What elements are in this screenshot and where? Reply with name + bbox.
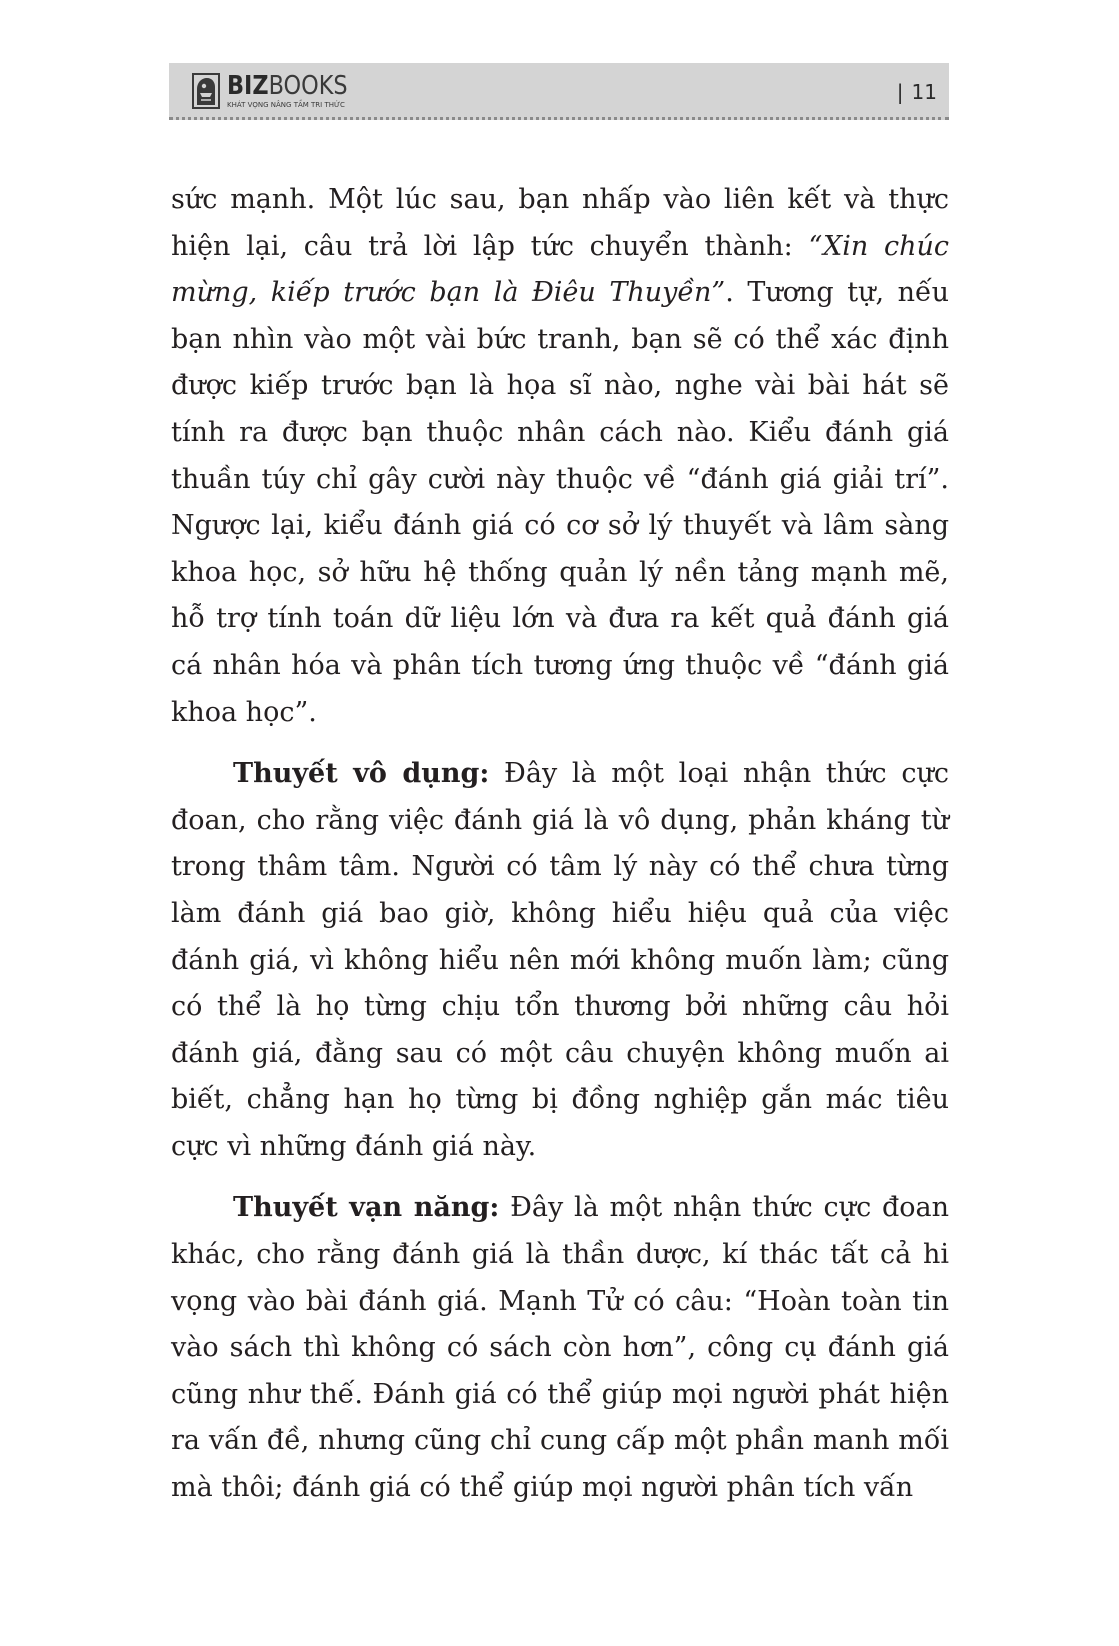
paragraph-text: . Tương tự, nếu bạn nhìn vào một vài bức tranh, bạn sẽ có thể xác định được kiếp trước bạn là họa sĩ nào, nghe vài bài hát sẽ tính ra được bạn thuộc nhân cách nào. Kiểu đánh giá thuần túy chỉ gây cười này thuộc về “đánh giá giải trí”. Ngược lại, kiểu đánh giá có cơ sở lý thuyết và lâm sàng khoa học, sở hữu hệ thống quản lý nền tảng mạnh mẽ, hỗ trợ tính toán dữ liệu lớn và đưa ra kết quả đánh giá cá nhân hóa và phân tích tương ứng thuộc về “đánh giá khoa học”. (171, 277, 949, 728)
page-header (169, 63, 949, 120)
term-heading: Thuyết vô dụng: (233, 758, 490, 790)
publisher-logo (191, 71, 367, 111)
brand-name: BIZBOOKS (227, 70, 348, 101)
paragraph-useless-theory (171, 751, 949, 1170)
paragraph-continuation (171, 177, 949, 736)
quoted-result-italic: “Xin chúc mừng, kiếp trước bạn là Điêu Thuyền” (171, 230, 950, 309)
paragraph-text: sức mạnh. Một lúc sau, bạn nhấp vào liên kết và thực hiện lại, câu trả lời lập tức chuyển thành: (171, 184, 949, 262)
page-number-separator: | (896, 80, 904, 104)
brand-tagline: KHÁT VỌNG NÂNG TẦM TRI THỨC (227, 100, 345, 109)
term-heading: Thuyết vạn năng: (233, 1192, 500, 1224)
page-number-value: 11 (911, 80, 937, 104)
paragraph-text: Đây là một nhận thức cực đoan khác, cho rằng đánh giá là thần dược, kí thác tất cả hi vọng vào bài đánh giá. Mạnh Tử có câu: “Hoàn toàn tin vào sách thì không có sách còn hơn”, công cụ đánh giá cũng như thế. Đánh giá có thể giúp mọi người phát hiện ra vấn đề, nhưng cũng chỉ cung cấp một phần manh mối mà thôi; đánh giá có thể giúp mọi người phân tích vấn (171, 1192, 949, 1504)
page-number (897, 80, 937, 104)
page-body (171, 177, 949, 1512)
bizbooks-emblem-icon (191, 71, 221, 111)
paragraph-universal-theory (171, 1185, 949, 1511)
paragraph-text: Đây là một loại nhận thức cực đoan, cho rằng việc đánh giá là vô dụng, phản kháng từ trong thâm tâm. Người có tâm lý này có thể chưa từng làm đánh giá bao giờ, không hiểu hiệu quả của việc đánh giá, vì không hiểu nên mới không muốn làm; cũng có thể là họ từng chịu tổn thương bởi những câu hỏi đánh giá, đằng sau có một câu chuyện không muốn ai biết, chẳng hạn họ từng bị đồng nghiệp gắn mác tiêu cực vì những đánh giá này. (171, 758, 949, 1162)
